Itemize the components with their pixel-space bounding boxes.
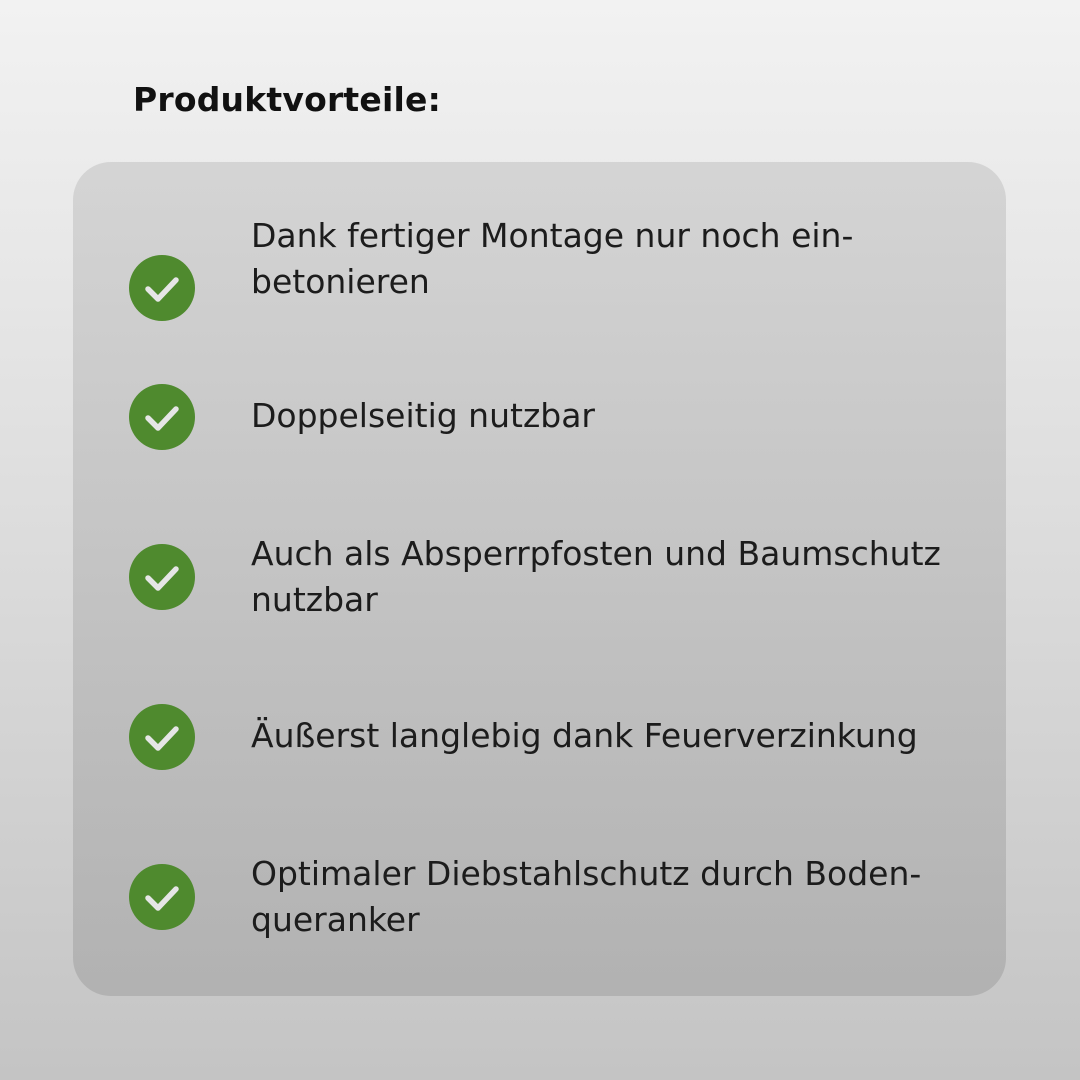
benefit-text-line2: betonieren bbox=[251, 262, 430, 301]
check-circle-icon bbox=[129, 544, 195, 610]
benefit-text bbox=[251, 213, 951, 305]
benefit-text bbox=[251, 393, 951, 439]
benefit-text-line1: Optimaler Diebstahlschutz durch Boden- bbox=[251, 854, 922, 893]
benefit-text bbox=[251, 531, 951, 623]
benefit-text bbox=[251, 851, 951, 943]
benefit-text-line1: Dank fertiger Montage nur noch ein- bbox=[251, 216, 854, 255]
check-circle-icon bbox=[129, 255, 195, 321]
benefit-text-line1: Doppelseitig nutzbar bbox=[251, 396, 596, 435]
benefit-text bbox=[251, 713, 951, 759]
check-circle-icon bbox=[129, 704, 195, 770]
benefits-panel bbox=[73, 162, 1006, 996]
benefit-text-line1: Äußerst langlebig dank Feuerverzinkung bbox=[251, 716, 918, 755]
benefit-text-line2: queranker bbox=[251, 900, 420, 939]
check-circle-icon bbox=[129, 864, 195, 930]
benefit-text-line1: Auch als Absperrpfosten und Baumschutz bbox=[251, 534, 941, 573]
check-circle-icon bbox=[129, 384, 195, 450]
page-title: Produktvorteile: bbox=[133, 80, 441, 119]
benefit-text-line2: nutzbar bbox=[251, 580, 378, 619]
